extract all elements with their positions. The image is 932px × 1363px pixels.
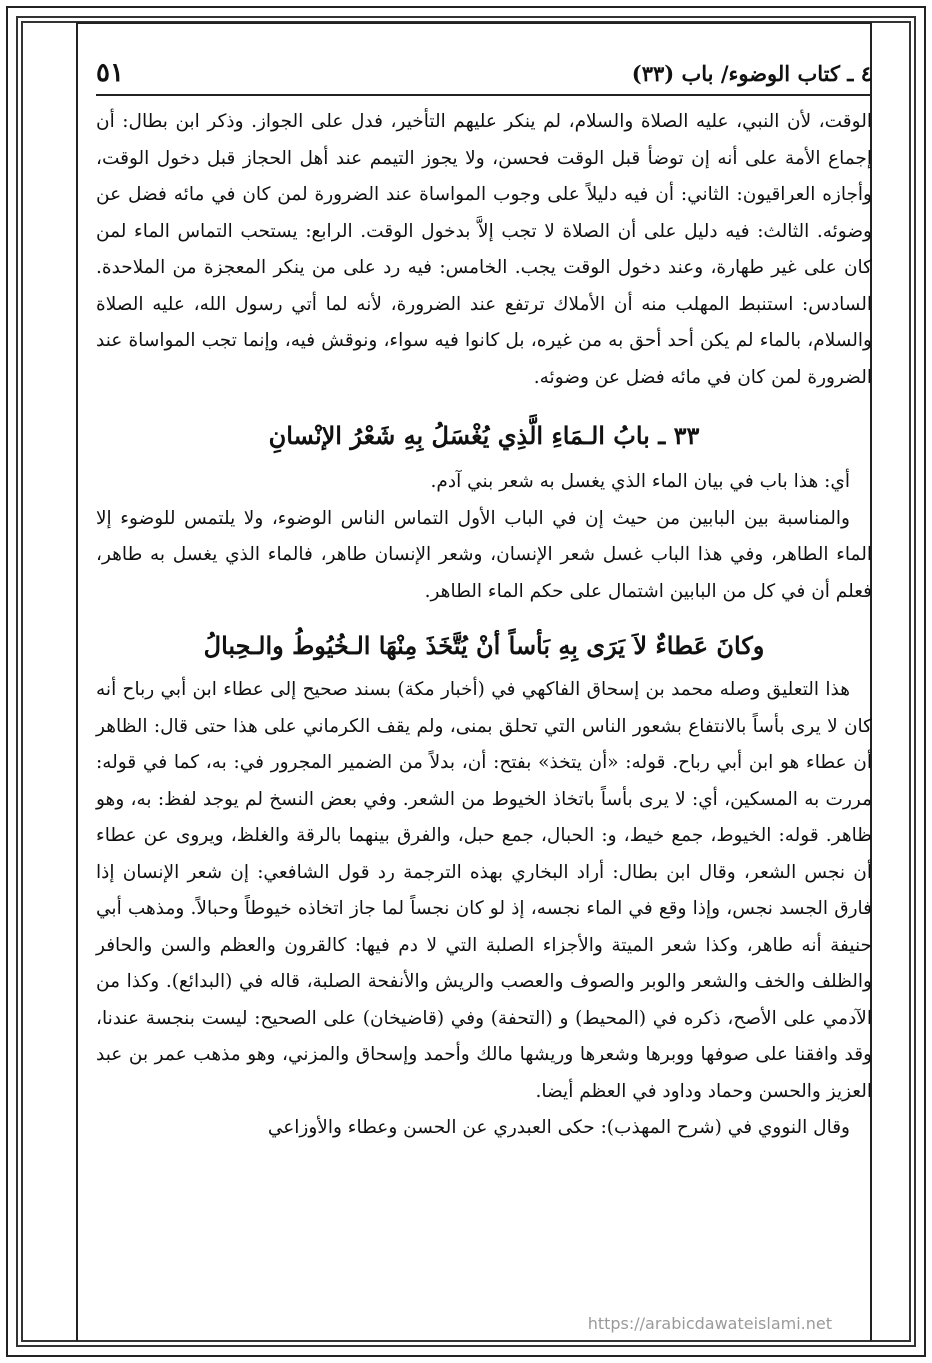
body-paragraph-continued: الوقت، لأن النبي، عليه الصلاة والسلام، لم ينكر عليهم التأخير، فدل على الجواز. وذكر ابن بطال: أن إجماع الأمة على أنه إن توضأ قبل الوقت فحسن، ولا يجوز التيمم عند أهل الحجاز قبل دخول الوقت، وأجازه العراقيون: الثاني: أن فيه دليلاً على وجوب المواساة عند الضرورة لمن كان في مائه فضل عن وضوئه. الثالث: فيه دليل على أن الصلاة لا تجب إلاَّ بدخول الوقت. الرابع: يستحب التماس الماء لمن كان على غير طهارة، وعند دخول الوقت يجب. الخامس: فيه رد على من ينكر المعجزة من الملاحدة. السادس: استنبط المهلب منه أن الأملاك ترتفع عند الضرورة، لأنه لما أتي رسول الله، عليه الصلاة والسلام، بالماء لم يكن أحد أحق به من غيره، بل كانوا فيه سواء، ونوقش فيه، وإنما تجب المواساة عند الضرورة لمن كان في مائه فضل عن وضوئه. [96,111,872,388]
running-title: ٤ ـ كتاب الوضوء/ باب (٣٣) [631,61,872,86]
body-paragraph: والمناسبة بين البابين من حيث إن في الباب الأول التماس الناس الوضوء، ولا يلتمس للوضوء إلا الماء الطاهر، وفي هذا الباب غسل شعر الإنسان، وشعر الإنسان طاهر، فالماء الذي يغسل به طاهر، فعلم أن في كل من البابين اشتمال على حكم الماء الطاهر. [96,507,872,602]
watermark-url: https://arabicdawateislami.net [584,1314,836,1333]
page-header [96,58,872,96]
body-paragraph: وقال النووي في (شرح المهذب): حكى العبدري عن الحسن وعطاء والأوزاعي [267,1117,850,1138]
body-paragraph: هذا التعليق وصله محمد بن إسحاق الفاكهي في (أخبار مكة) بسند صحيح إلى عطاء ابن أبي رباح أنه كان لا يرى بأساً بالانتفاع بشعور الناس التي تحلق بمنى، ولم يقف الكرماني على هذا حتى قال: الظاهر أن عطاء هو ابن أبي رباح. قوله: «أن يتخذ» بفتح: أن، بدلاً من الضمير المجرور في: به، كما في قوله: مررت به المسكين، أي: لا يرى بأساً باتخاذ الخيوط من الشعر. وفي بعض النسخ لم يوجد لفظ: به، وهو ظاهر. قوله: الخيوط، جمع خيط، و: الحبال، جمع حبل، والفرق بينهما بالرقة والغلظ، ويروى عن عطاء أن نجس الشعر، وقال ابن بطال: أراد البخاري بهذه الترجمة رد قول الشافعي: إن شعر الإنسان إذا فارق الجسد نجس، وإذا وقع في الماء نجسه، إذ لو كان نجساً لما جاز اتخاذه خيوطاً وحبالاً. ومذهب أبي حنيفة أنه طاهر، وكذا شعر الميتة والأجزاء الصلبة التي لا دم فيها: كالقرون والعظم والسن والحافر والظلف والخف والشعر والوبر والصوف والعصب والريش والأنفحة الصلبة، قاله في (البدائع). وكذا من الآدمي على الأصح، ذكره في (المحيط) و (التحفة) وفي (قاضيخان) على الصحيح: ليست بنجسة عندنا، وقد وافقنا على صوفها ووبرها وشعرها وريشها مالك وأحمد وإسحاق والمزني، وهو مذهب عمر بن عبد العزيز والحسن وحماد وداود في العظم أيضا. [96,679,872,1102]
chapter-heading: ٣٣ ـ بابُ الـمَاءِ الَّذِي يُغْسَلُ بِهِ شَعْرُ الإنْسانِ [268,421,700,450]
page-number: ٥١ [96,58,124,88]
body-paragraph: أي: هذا باب في بيان الماء الذي يغسل به شعر بني آدم. [430,471,850,492]
quoted-heading: وكانَ عَطاءٌ لاَ يَرَى بِهِ بَأساً أنْ يُتَّخَذَ مِنْهَا الـخُيُوطُ والـحِبالُ [203,631,765,660]
page-content [96,58,872,1147]
